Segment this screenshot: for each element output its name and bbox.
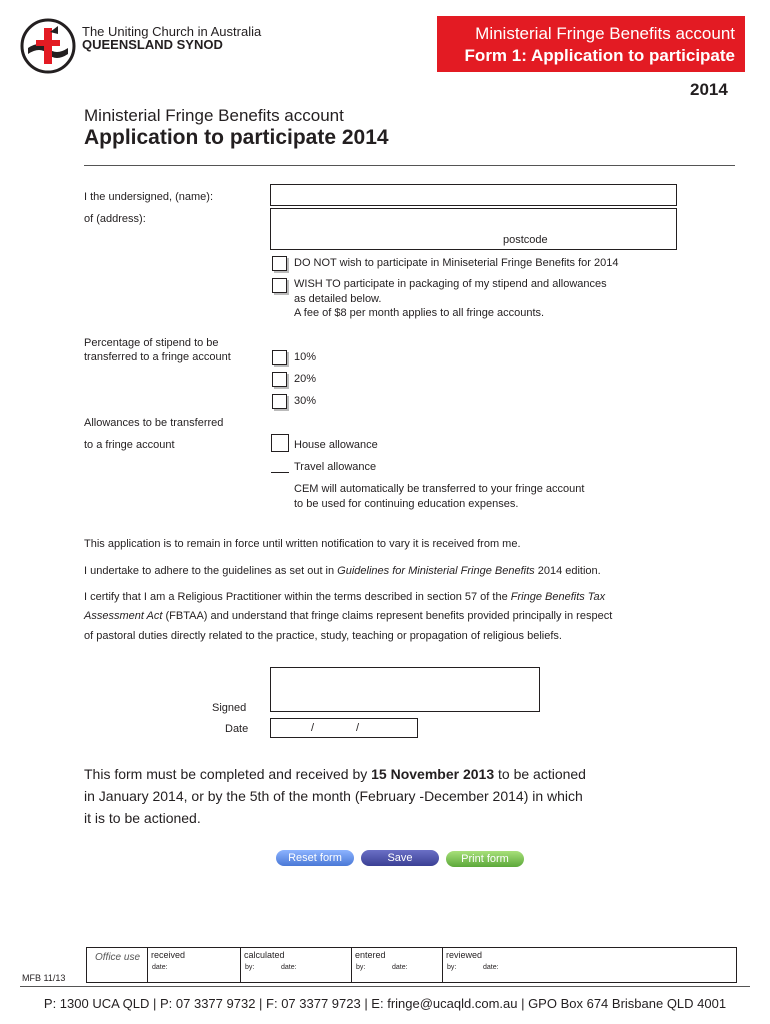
travel-allowance-label: Travel allowance (294, 461, 377, 473)
participate-label-2: as detailed below. (294, 293, 382, 305)
year-label: 2014 (690, 80, 728, 99)
entered-cell: entered by: date: (351, 948, 443, 982)
do-not-participate-checkbox[interactable] (272, 256, 287, 271)
house-allowance-checkbox[interactable] (271, 434, 289, 452)
footer-divider (20, 986, 750, 987)
percentage-label: Percentage of stipend to be (84, 337, 219, 349)
certify-paragraph-2: Assessment Act (FBTAA) and understand that fringe claims represent benefits provided principally in respect (84, 610, 613, 622)
percentage-label-2: transferred to a fringe account (84, 351, 231, 363)
uniting-church-logo (20, 18, 76, 74)
percent-20-checkbox[interactable] (272, 372, 287, 387)
fee-note: A fee of $8 per month applies to all fringe accounts. (294, 307, 545, 319)
page-title: Application to participate 2014 (84, 126, 389, 149)
date-field[interactable] (270, 718, 418, 738)
deadline-notice-3: it is to be actioned. (84, 810, 201, 826)
date-sep-1: / (311, 722, 315, 734)
postcode-label: postcode (503, 234, 548, 246)
name-label: I the undersigned, (name): (84, 191, 214, 203)
participate-checkbox[interactable] (272, 278, 287, 293)
cem-note-2: to be used for continuing education expenses. (294, 498, 519, 510)
participate-label: WISH TO participate in packaging of my stipend and allowances (294, 278, 607, 290)
address-label: of (address): (84, 213, 146, 225)
header-band (437, 16, 745, 72)
form-code: MFB 11/13 (22, 973, 66, 983)
contact-footer: P: 1300 UCA QLD | P: 07 3377 9732 | F: 07 3377 9723 | E: fringe@ucaqld.com.au | GPO Box 674 Brisbane QLD 4001 (43, 996, 727, 1011)
org-name: The Uniting Church in Australia (82, 24, 262, 39)
travel-allowance-field[interactable] (271, 472, 289, 473)
page-subtitle: Ministerial Fringe Benefits account (84, 106, 344, 125)
header-account-title: Ministerial Fringe Benefits account (475, 24, 735, 43)
calculated-cell: calculated by: date: (240, 948, 351, 982)
header-form-title: Form 1: Application to participate (464, 46, 735, 65)
signed-label: Signed (212, 702, 247, 714)
address-input[interactable] (270, 208, 677, 250)
office-use-label: Office use (95, 952, 141, 963)
received-cell: received date: (147, 948, 240, 982)
date-sep-2: / (356, 722, 360, 734)
allowances-label: Allowances to be transferred (84, 417, 224, 429)
do-not-participate-label: DO NOT wish to participate in Miniseterial Fringe Benefits for 2014 (294, 257, 619, 269)
allowances-label-2: to a fringe account (84, 439, 175, 451)
certify-paragraph: I certify that I am a Religious Practitioner within the terms described in section 57 of the Fringe Benefits Tax (84, 591, 606, 603)
cem-note: CEM will automatically be transferred to your fringe account (294, 483, 585, 495)
deadline-notice: This form must be completed and received by 15 November 2013 to be actioned (84, 766, 586, 782)
date-label: Date (225, 723, 249, 735)
percent-30-checkbox[interactable] (272, 394, 287, 409)
title-divider (84, 165, 735, 166)
reviewed-cell: reviewed by: date: (442, 948, 536, 982)
percent-30-label: 30% (294, 395, 317, 407)
house-allowance-label: House allowance (294, 439, 378, 451)
office-use-box (86, 947, 737, 983)
force-paragraph: This application is to remain in force until written notification to vary it is received from me. (84, 538, 521, 550)
percent-20-label: 20% (294, 373, 317, 385)
guidelines-paragraph: I undertake to adhere to the guidelines as set out in Guidelines for Ministerial Fringe Benefits 2014 edition. (84, 565, 601, 577)
certify-paragraph-3: of pastoral duties directly related to the practice, study, teaching or propagation of religious beliefs. (84, 630, 562, 642)
deadline-notice-2: in January 2014, or by the 5th of the month (February -December 2014) in which (84, 788, 583, 804)
synod-name: QUEENSLAND SYNOD (82, 37, 223, 52)
name-input[interactable] (270, 184, 677, 206)
percent-10-label: 10% (294, 351, 317, 363)
print-form-button[interactable]: Print form (446, 851, 524, 867)
save-button[interactable]: Save (361, 850, 439, 866)
signature-field[interactable] (270, 667, 540, 712)
reset-form-button[interactable]: Reset form (276, 850, 354, 866)
percent-10-checkbox[interactable] (272, 350, 287, 365)
